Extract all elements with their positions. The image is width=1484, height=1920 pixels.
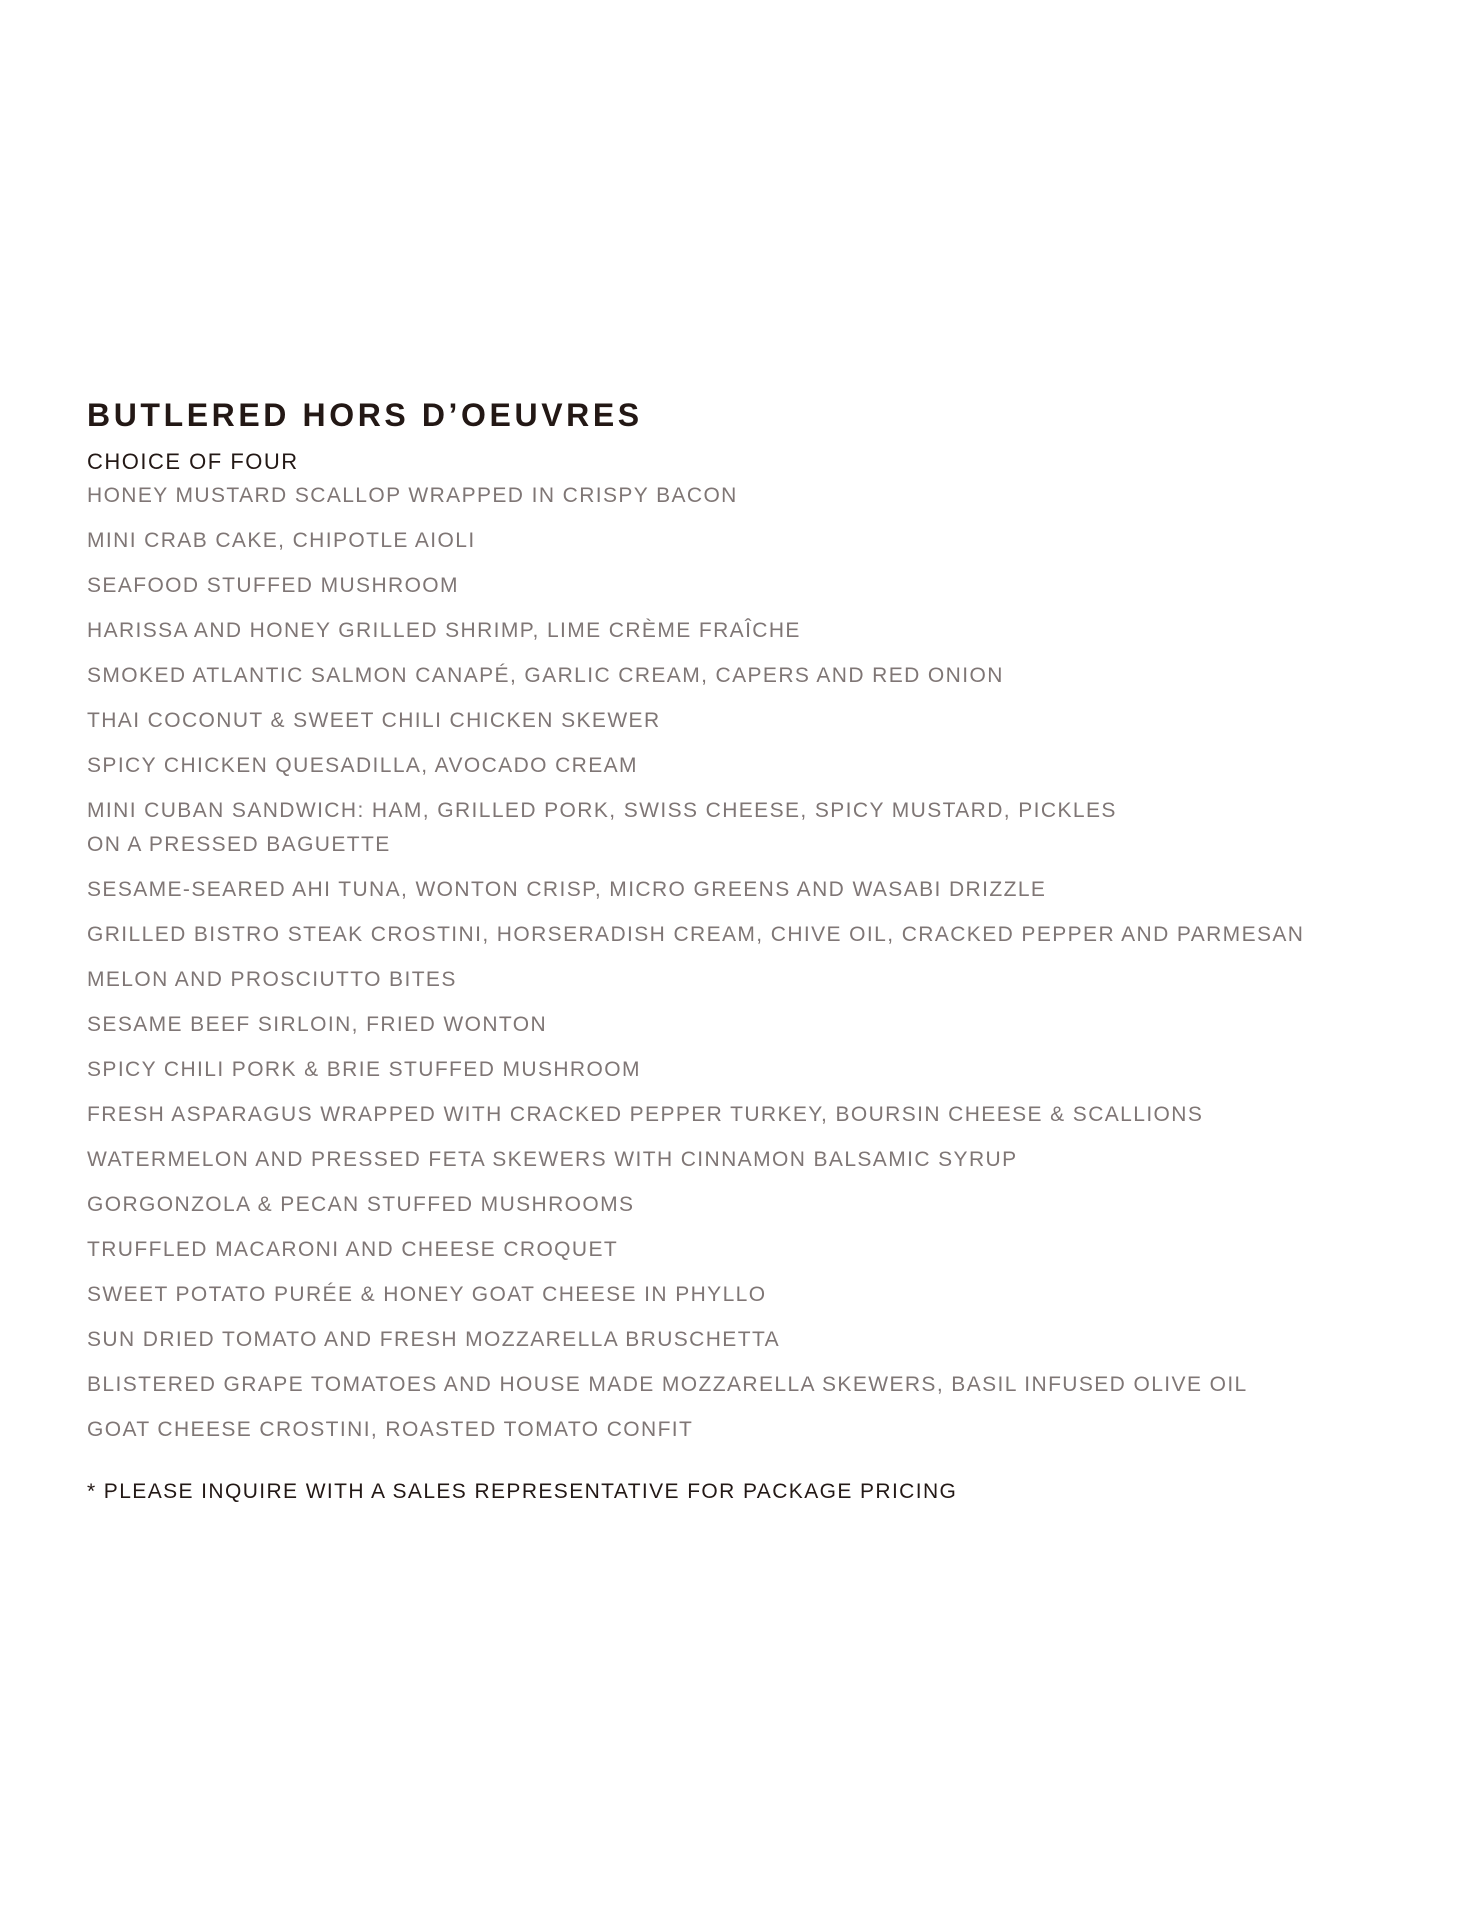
menu-item-line: ON A PRESSED BAGUETTE xyxy=(87,833,391,856)
menu-item-line: SESAME BEEF SIRLOIN, FRIED WONTON xyxy=(87,1013,548,1036)
menu-item xyxy=(87,873,1407,907)
menu-item xyxy=(87,569,1407,603)
pricing-note: * PLEASE INQUIRE WITH A SALES REPRESENTATIVE FOR PACKAGE PRICING xyxy=(87,1480,958,1503)
menu-item-line: FRESH ASPARAGUS WRAPPED WITH CRACKED PEPPER TURKEY, BOURSIN CHEESE & SCALLIONS xyxy=(87,1103,1204,1126)
menu-item xyxy=(87,1098,1407,1132)
menu-item xyxy=(87,479,1407,513)
menu-item-line: GORGONZOLA & PECAN STUFFED MUSHROOMS xyxy=(87,1193,635,1216)
menu-item-line: MINI CUBAN SANDWICH: HAM, GRILLED PORK, SWISS CHEESE, SPICY MUSTARD, PICKLES xyxy=(87,799,1117,822)
menu-item xyxy=(87,524,1407,558)
menu-item-line: SUN DRIED TOMATO AND FRESH MOZZARELLA BRUSCHETTA xyxy=(87,1328,781,1351)
menu-item-line: SEAFOOD STUFFED MUSHROOM xyxy=(87,574,459,597)
menu-item-line: SPICY CHILI PORK & BRIE STUFFED MUSHROOM xyxy=(87,1058,641,1081)
menu-item-line: SWEET POTATO PURÉE & HONEY GOAT CHEESE IN PHYLLO xyxy=(87,1283,767,1306)
menu-item-line: SMOKED ATLANTIC SALMON CANAPÉ, GARLIC CREAM, CAPERS AND RED ONION xyxy=(87,664,1004,687)
menu-item-line: BLISTERED GRAPE TOMATOES AND HOUSE MADE MOZZARELLA SKEWERS, BASIL INFUSED OLIVE OIL xyxy=(87,1373,1248,1396)
menu-item-line: HARISSA AND HONEY GRILLED SHRIMP, LIME CRÈME FRAÎCHE xyxy=(87,619,801,642)
menu-item-line: HONEY MUSTARD SCALLOP WRAPPED IN CRISPY BACON xyxy=(87,484,738,507)
menu-item-line: SESAME-SEARED AHI TUNA, WONTON CRISP, MICRO GREENS AND WASABI DRIZZLE xyxy=(87,878,1047,901)
menu-item xyxy=(87,749,1407,783)
menu-item-line: GOAT CHEESE CROSTINI, ROASTED TOMATO CONFIT xyxy=(87,1418,694,1441)
menu-item xyxy=(87,1188,1407,1222)
menu-item xyxy=(87,918,1407,952)
menu-item xyxy=(87,1053,1407,1087)
menu-item-line: MELON AND PROSCIUTTO BITES xyxy=(87,968,457,991)
menu-item xyxy=(87,1278,1407,1312)
menu-item-list xyxy=(87,479,1407,1447)
menu-item-line: GRILLED BISTRO STEAK CROSTINI, HORSERADISH CREAM, CHIVE OIL, CRACKED PEPPER AND PARMESAN xyxy=(87,923,1305,946)
menu-item xyxy=(87,1008,1407,1042)
menu-item xyxy=(87,963,1407,997)
menu-subtitle: CHOICE OF FOUR xyxy=(87,449,299,474)
menu-item xyxy=(87,1143,1407,1177)
menu-item xyxy=(87,1323,1407,1357)
menu-item-line: MINI CRAB CAKE, CHIPOTLE AIOLI xyxy=(87,529,476,552)
menu-item xyxy=(87,614,1407,648)
menu-item xyxy=(87,704,1407,738)
menu-item xyxy=(87,1233,1407,1267)
menu-item xyxy=(87,1368,1407,1402)
menu-page xyxy=(87,395,1407,1509)
menu-item-line: WATERMELON AND PRESSED FETA SKEWERS WITH CINNAMON BALSAMIC SYRUP xyxy=(87,1148,1018,1171)
menu-item-line: THAI COCONUT & SWEET CHILI CHICKEN SKEWER xyxy=(87,709,661,732)
menu-item xyxy=(87,659,1407,693)
menu-item xyxy=(87,794,1407,862)
menu-item-line: SPICY CHICKEN QUESADILLA, AVOCADO CREAM xyxy=(87,754,638,777)
menu-item-line: TRUFFLED MACARONI AND CHEESE CROQUET xyxy=(87,1238,619,1261)
menu-item xyxy=(87,1413,1407,1447)
menu-title: BUTLERED HORS D’OEUVRES xyxy=(87,397,643,433)
